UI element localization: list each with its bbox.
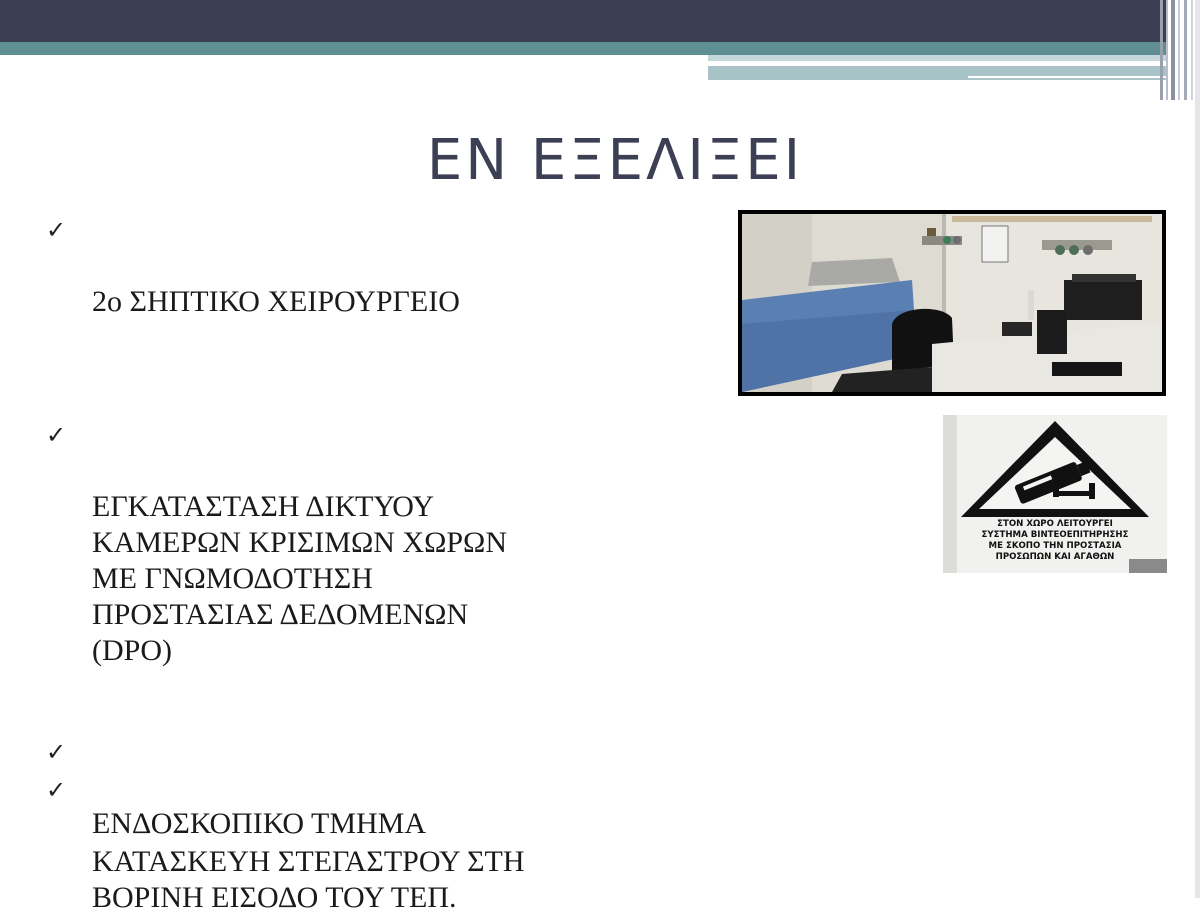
bullet-text: ΕΓΚΑΤΑΣΤΑΣΗ ΔΙΚΤΥΟΥ ΚΑΜΕΡΩΝ ΚΡΙΣΙΜΩΝ ΧΩΡΩΝ ΜΕ ΓΝΩΜΟΔΟΤΗΣΗ ΠΡΟΣΤΑΣΙΑΣ ΔΕΔΟΜΕΝΩΝ (DPO) <box>92 490 508 667</box>
checkmark-icon: ✓ <box>46 216 67 244</box>
header-teal-stripe <box>0 42 1168 55</box>
slide-title: ΕΝ ΕΞΕΛΙΞΕΙ <box>426 128 804 193</box>
bullet-item <box>46 772 692 916</box>
room-photo-illustration <box>742 214 1162 392</box>
bullet-item <box>46 417 692 669</box>
bullet-item <box>46 212 692 320</box>
header-dark-stripe <box>0 0 1168 42</box>
bullet-text: ΚΑΤΑΣΚΕΥΗ ΣΤΕΓΑΣΤΡΟΥ ΣΤΗ ΒΟΡΙΝΗ ΕΙΣΟΔΟ ΤΟΥ ΤΕΠ. <box>92 845 525 914</box>
bullet-text: ΕΝΔΟΣΚΟΠΙΚΟ ΤΜΗΜΑ <box>92 807 427 840</box>
bullet-text: 2ο ΣΗΠΤΙΚΟ ΧΕΙΡΟΥΡΓΕΙΟ <box>92 285 460 318</box>
header-band <box>0 0 1200 90</box>
cctv-sign-text: ΣΤΟΝ ΧΩΡΟ ΛΕΙΤΟΥΡΓΕΙ ΣΥΣΤΗΜΑ ΒΙΝΤΕΟΕΠΙΤΗΡΗΣΗΣ ΜΕ ΣΚΟΠΟ ΤΗΝ ΠΡΟΣΤΑΣΙΑ ΠΡΟΣΩΠΩΝ ΚΑΙ ΑΓΑΘΩΝ <box>981 519 1129 562</box>
header-light-stripe <box>708 55 1168 61</box>
header-white-line-lower <box>968 76 1168 78</box>
checkmark-icon: ✓ <box>46 421 67 449</box>
cctv-sign-photo <box>943 415 1167 573</box>
room-photo <box>738 210 1166 396</box>
checkmark-icon: ✓ <box>46 738 67 766</box>
checkmark-icon: ✓ <box>46 776 67 804</box>
header-right-stripes <box>1160 0 1200 100</box>
